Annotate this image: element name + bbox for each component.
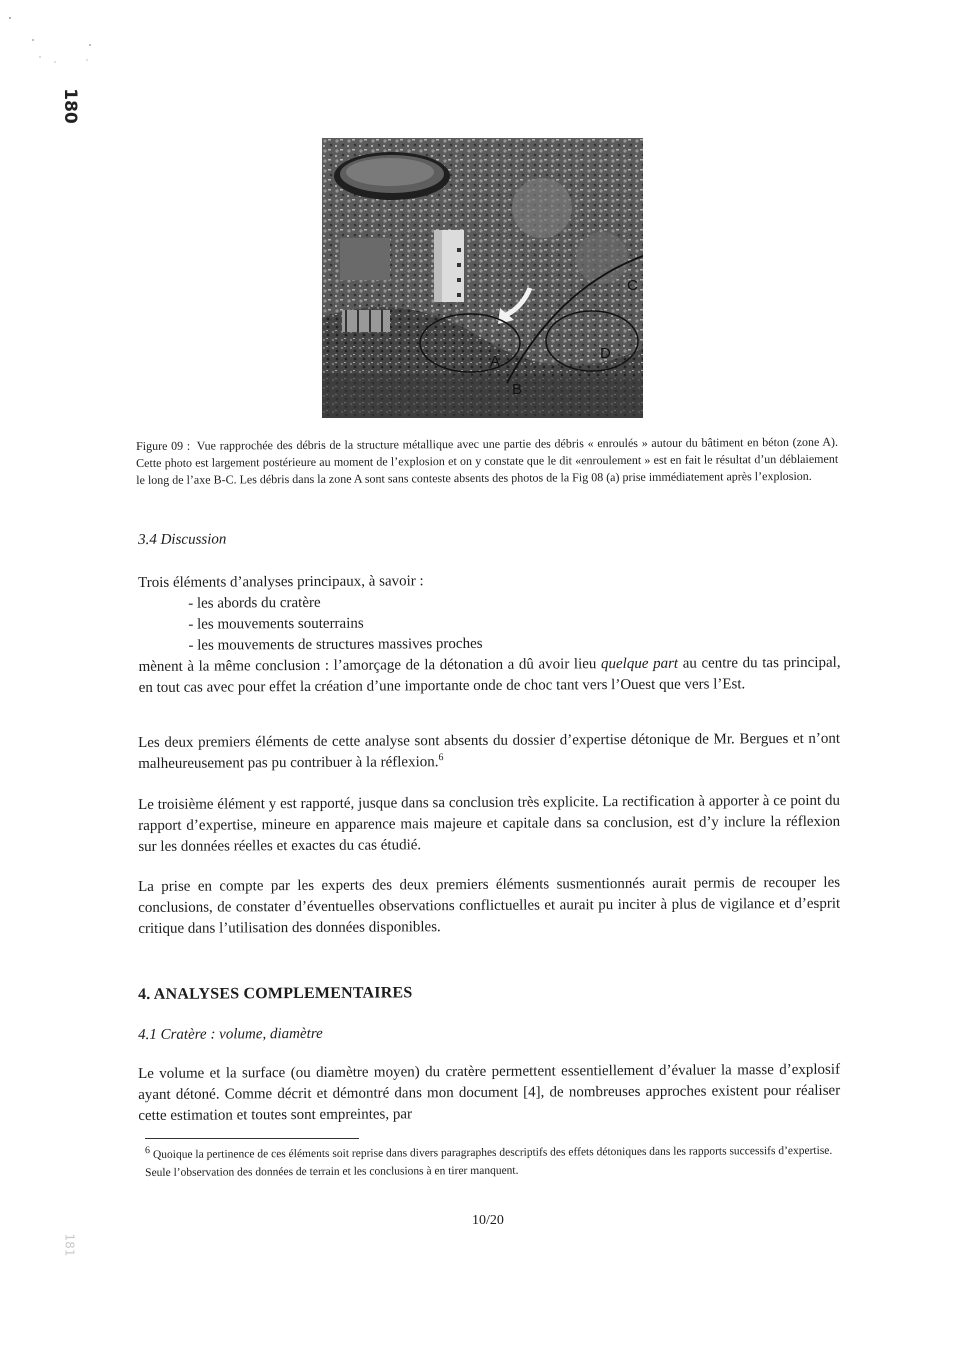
section-3-4-heading: 3.4 Discussion — [138, 531, 227, 548]
conclusion-text: mènent à la même conclusion : l’amorçage de la détonation a dû avoir lieu quelque part au centre du tas principal, en tout cas avec pour effet la création d’une importante onde de choc tant vers l’Ouest que vers l’Est. — [138, 654, 841, 696]
label-d: D — [600, 345, 611, 362]
footnote-marker: 6 — [144, 1145, 151, 1157]
footnote — [145, 1142, 845, 1182]
paragraph-3: Le troisième élément y est rapporté, jusque dans sa conclusion très explicite. La rectification à apporter à ce point du rapport d’expertise, mineure en apparence mais majeure et capitale dans sa conclusion, est d’y inclure la réflexion sur les données réelles et exactes du cas étudié. — [138, 792, 841, 855]
caption-text: Vue rapprochée des débris de la structure métallique avec une partie des débris « enroulés » autour du bâtiment en béton (zone A). Cette photo est largement postérieure au moment de l’explosion et on y constate que le dit «enroulement » est en fait le résultat d’un déblaiement le long de l’axe B-C. Les débris dans la zone A sont sans conteste absents des photos de la Fig 08 (a) prise immédiatement après l’explosion. — [136, 434, 839, 487]
section-4-heading: 4. ANALYSES COMPLEMENTAIRES — [138, 984, 413, 1003]
list-item: - les mouvements souterrains — [188, 615, 364, 633]
debris-photo — [322, 138, 643, 418]
caption-prefix: Figure 09 : — [136, 438, 191, 453]
section-4-1-paragraph: Le volume et la surface (ou diamètre moyen) du cratère permettent essentiellement d’évaluer la masse d’explosif ayant détoné. Comme décrit et démontré dans mon document [4], de nombreuses approches existent pour réaliser cette estimation et toutes sont empreintes, par — [138, 1061, 841, 1124]
scan-specks — [0, 0, 120, 80]
label-b: B — [512, 381, 523, 398]
footnote-separator — [145, 1138, 359, 1139]
list-item: - les abords du cratère — [188, 594, 321, 612]
footnote-ref: 6 — [438, 752, 444, 764]
margin-page-number-faint: 181 — [62, 1233, 77, 1257]
section-4-1-heading: 4.1 Cratère : volume, diamètre — [138, 1025, 323, 1043]
discussion-intro: Trois éléments d’analyses principaux, à savoir : — [138, 573, 424, 591]
margin-page-number: 180 — [59, 88, 80, 124]
figure-caption — [136, 434, 838, 489]
section-3-4-heading-block — [138, 526, 840, 551]
section-4-1-heading-block — [138, 1021, 840, 1046]
paragraph-4: La prise en compte par les experts des deux premiers éléments susmentionnés aurait permis de recouper les conclusions, de constater d’éventuelles observations conflictuelles et aurait pu inciter à plus de vigilance et d’esprit critique dans l’utilisation des données disponibles. — [138, 874, 841, 937]
label-c: C — [627, 277, 638, 294]
list-item: - les mouvements de structures massives proches — [188, 635, 483, 654]
paragraph-2: Les deux premiers éléments de cette analyse sont absents du dossier d’expertise détonique de Mr. Bergues et n’ont malheureusement pas pu contribuer à la réflexion.$^6$ — [138, 730, 841, 772]
footnote-text: Quoique la pertinence de ces éléments soit reprise dans divers paragraphes descriptifs des effets détoniques dans les rapports successifs d’expertise. Seule l’observation des données de terrain et les conclusions à en tirer manquent. — [145, 1144, 833, 1179]
label-a: A — [490, 353, 501, 370]
section-4-heading-block — [138, 980, 840, 1006]
section-3-4-discussion — [138, 569, 841, 699]
page-number: 10/20 — [472, 1213, 504, 1228]
